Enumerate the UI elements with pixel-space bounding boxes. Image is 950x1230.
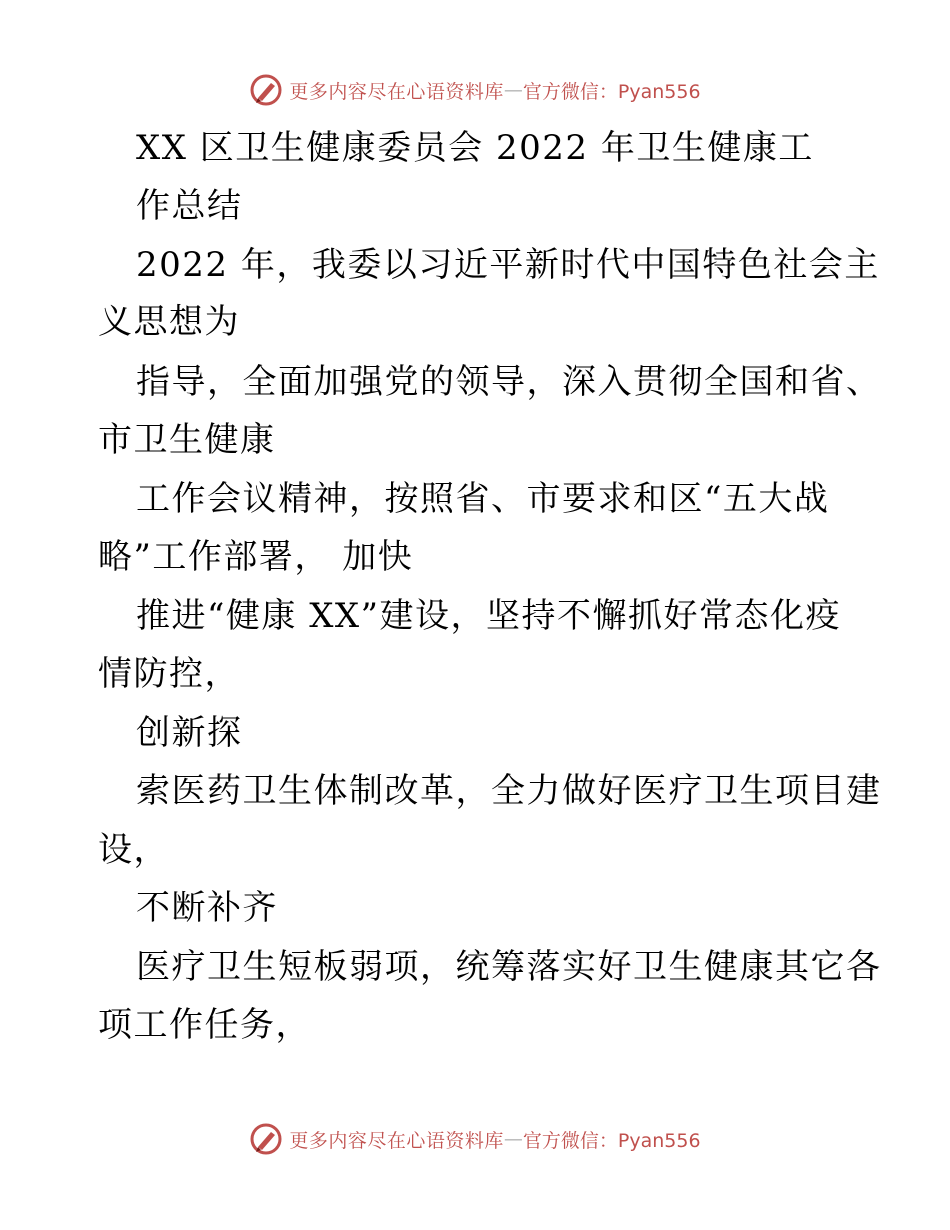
- paragraph-line: 情防控，: [98, 654, 240, 694]
- banner-contact: 官方微信：Pyan556: [522, 80, 701, 103]
- banner-contact: 官方微信：Pyan556: [522, 1129, 701, 1152]
- banner-separator: —: [503, 79, 523, 101]
- paragraph-line: 创新探: [136, 713, 243, 753]
- paragraph-line: 工作会议精神，按照省、市要求和区“五大战: [136, 479, 830, 519]
- paragraph-line: 设，: [98, 830, 169, 870]
- paragraph-line: 市卫生健康: [98, 420, 276, 460]
- paragraph-line: 索医药卫生体制改革，全力做好医疗卫生项目建: [136, 771, 882, 811]
- document-title-line-2: 作总结: [136, 186, 243, 226]
- banner-text: 更多内容尽在心语资料库: [289, 80, 504, 103]
- paragraph-line: 略”工作部署， 加快: [98, 537, 414, 577]
- document-title-line-1: XX 区卫生健康委员会 2022 年卫生健康工: [136, 128, 814, 168]
- footer-watermark-banner: [0, 1119, 950, 1159]
- paragraph-line: 2022 年，我委以习近平新时代中国特色社会主: [136, 245, 880, 285]
- paragraph-line: 项工作任务，: [98, 1005, 311, 1045]
- header-watermark-banner: [0, 70, 950, 110]
- paragraph-line: 推进“健康 XX”建设，坚持不懈抓好常态化疫: [136, 596, 841, 636]
- paragraph-line: 指导，全面加强党的领导，深入贯彻全国和省、: [136, 362, 882, 402]
- paragraph-line: 义思想为: [98, 302, 240, 342]
- paragraph-line: 医疗卫生短板弱项，统筹落实好卫生健康其它各: [136, 947, 882, 987]
- banner-separator: —: [503, 1128, 523, 1150]
- pen-logo-icon: [249, 73, 283, 107]
- pen-logo-icon: [249, 1122, 283, 1156]
- banner-text: 更多内容尽在心语资料库: [289, 1129, 504, 1152]
- paragraph-line: 不断补齐: [136, 888, 278, 928]
